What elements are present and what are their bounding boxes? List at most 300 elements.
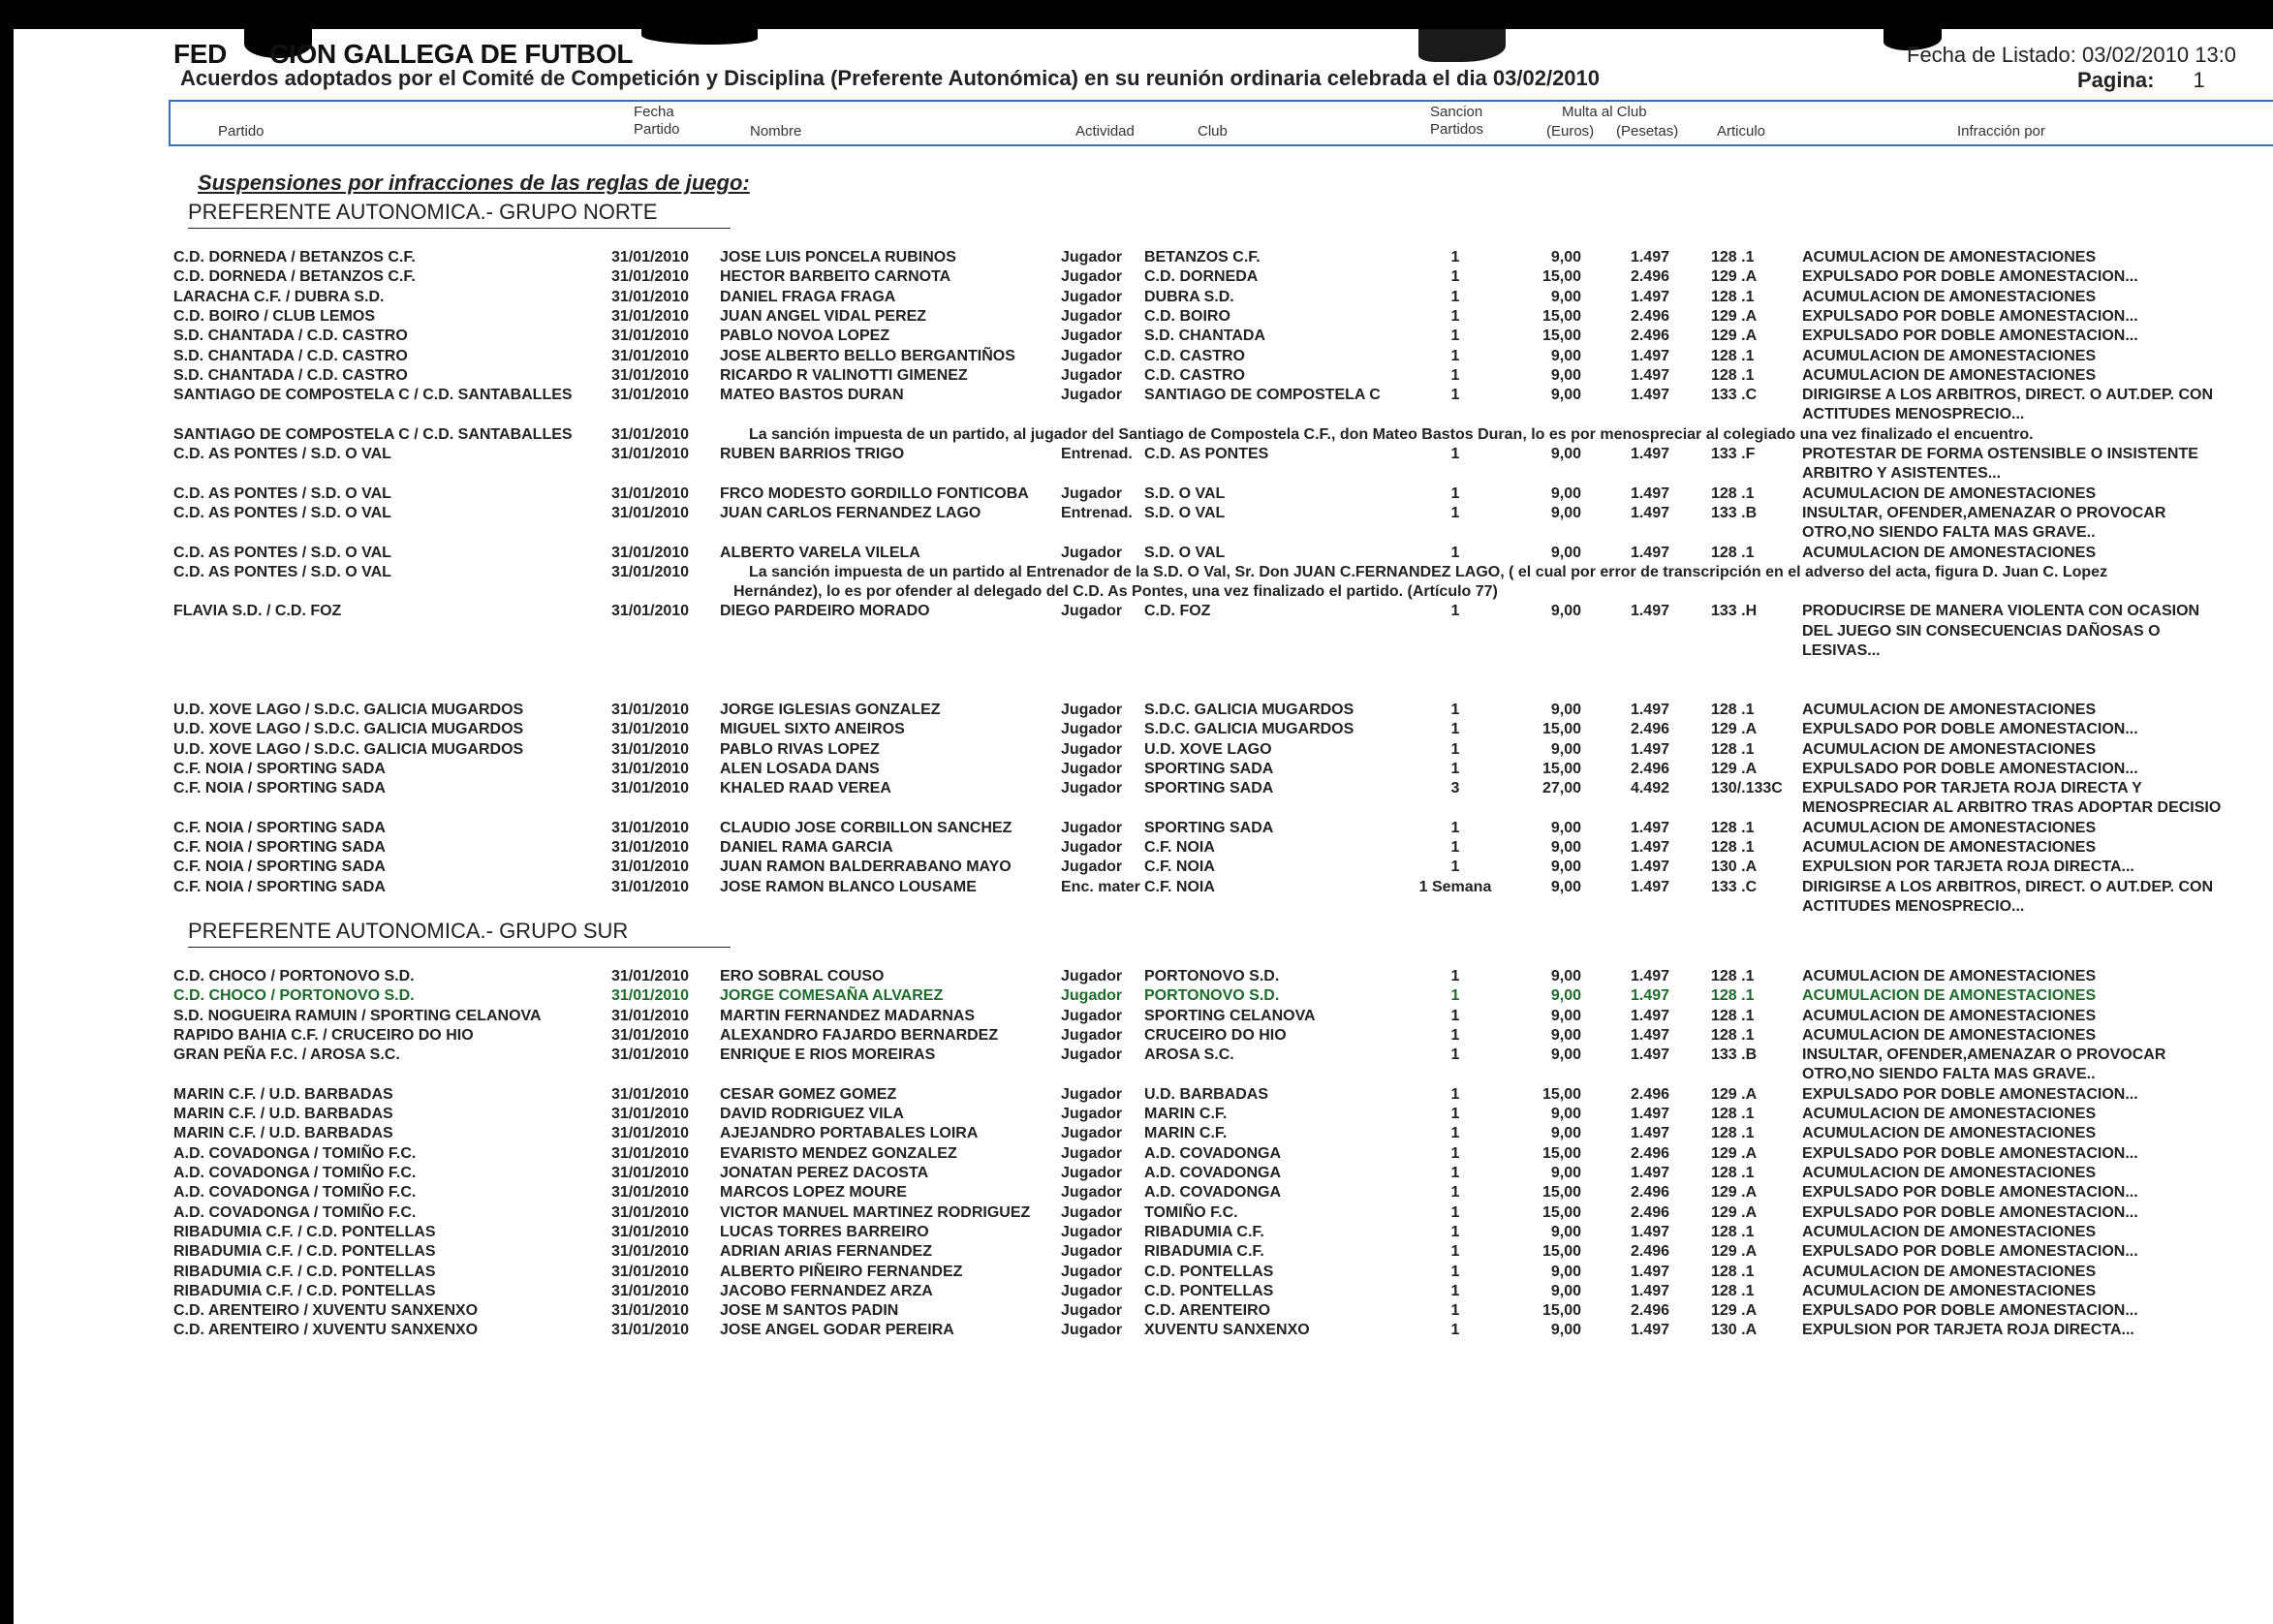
cell-partido: C.F. NOIA / SPORTING SADA	[173, 780, 386, 797]
group-title	[188, 200, 657, 225]
table-row	[14, 1144, 2273, 1164]
cell-articulo: 128 .1	[1711, 544, 1755, 561]
cell-actividad: Jugador	[1061, 328, 1123, 345]
cell-euros: 15,00	[1541, 721, 1581, 738]
cell-fecha: 31/01/2010	[611, 1026, 690, 1044]
table-row	[14, 1124, 2273, 1143]
cell-nombre: JORGE IGLESIAS GONZALEZ	[720, 701, 941, 718]
cell-partido: GRAN PEÑA F.C. / AROSA S.C.	[173, 1046, 400, 1064]
cell-club: C.F. NOIA	[1144, 878, 1215, 895]
title-right: CION GALLEGA DE FUTBOL	[269, 39, 634, 69]
cell-infraccion-line: ACUMULACION DE AMONESTACIONES	[1802, 1223, 2097, 1240]
cell-infraccion-line: INSULTAR, OFENDER,AMENAZAR O PROVOCAR	[1802, 504, 2166, 521]
cell-infraccion-line: ACUMULACION DE AMONESTACIONES	[1802, 1026, 2097, 1044]
cell-articulo: 129 .A	[1711, 721, 1758, 738]
cell-articulo: 128 .1	[1711, 701, 1755, 718]
cell-pesetas: 1.497	[1630, 701, 1669, 718]
cell-infraccion-line: ACUMULACION DE AMONESTACIONES	[1802, 484, 2097, 502]
cell-club: C.D. ARENTEIRO	[1144, 1302, 1271, 1320]
cell-club: AROSA S.C.	[1144, 1046, 1234, 1064]
cell-euros: 15,00	[1541, 1144, 1581, 1162]
cell-nombre: JORGE COMESAÑA ALVAREZ	[720, 987, 944, 1005]
cell-fecha: 31/01/2010	[611, 1282, 690, 1299]
cell-nombre: CESAR GOMEZ GOMEZ	[720, 1085, 897, 1103]
cell-partido: U.D. XOVE LAGO / S.D.C. GALICIA MUGARDOS	[173, 740, 524, 758]
cell-actividad: Jugador	[1061, 1243, 1123, 1261]
table-row	[14, 1105, 2273, 1124]
cell-pesetas: 1.497	[1630, 1106, 1669, 1123]
table-row	[14, 858, 2273, 877]
cell-euros: 9,00	[1550, 740, 1581, 758]
cell-partido: C.D. AS PONTES / S.D. O VAL	[173, 446, 391, 462]
cell-club: U.D. XOVE LAGO	[1144, 740, 1272, 758]
cell-infraccion-line: EXPULSADO POR DOBLE AMONESTACION...	[1802, 1085, 2138, 1103]
cell-nombre: JUAN ANGEL VIDAL PEREZ	[720, 307, 927, 325]
cell-partido: SANTIAGO DE COMPOSTELA C / C.D. SANTABALLES	[173, 387, 573, 404]
table-row	[14, 1321, 2273, 1340]
cell-actividad: Jugador	[1061, 701, 1123, 718]
cell-euros: 15,00	[1541, 760, 1581, 777]
cell-articulo: 129 .A	[1711, 760, 1758, 777]
cell-fecha: 31/01/2010	[611, 1085, 690, 1103]
table-row	[14, 967, 2273, 986]
cell-nombre: MIGUEL SIXTO ANEIROS	[720, 721, 905, 738]
cell-partido: MARIN C.F. / U.D. BARBADAS	[173, 1106, 393, 1123]
cell-pesetas: 1.497	[1630, 878, 1669, 895]
cell-articulo: 129 .A	[1711, 1144, 1758, 1162]
cell-pesetas: 1.497	[1630, 859, 1669, 876]
cell-infraccion-line: ACUMULACION DE AMONESTACIONES	[1802, 968, 2097, 984]
cell-infraccion-line: EXPULSADO POR DOBLE AMONESTACION...	[1802, 328, 2138, 345]
cell-pesetas: 1.497	[1630, 544, 1669, 561]
cell-pesetas: 2.496	[1630, 328, 1669, 345]
cell-partido: S.D. CHANTADA / C.D. CASTRO	[173, 347, 408, 364]
cell-infraccion-line: ACUMULACION DE AMONESTACIONES	[1802, 819, 2097, 836]
cell-pesetas: 1.497	[1630, 1263, 1669, 1280]
cell-sancion: 1	[1450, 1302, 1460, 1320]
table-row	[14, 1046, 2273, 1083]
cell-pesetas: 4.492	[1630, 780, 1669, 797]
cell-infraccion-line: ACUMULACION DE AMONESTACIONES	[1802, 544, 2097, 561]
cell-sancion: 1	[1450, 387, 1460, 404]
cell-partido: RIBADUMIA C.F. / C.D. PONTELLAS	[173, 1282, 436, 1299]
cell-club: C.F. NOIA	[1144, 839, 1215, 856]
scanned-page	[14, 29, 2273, 1624]
cell-nombre: JOSE M SANTOS PADIN	[720, 1302, 899, 1320]
cell-actividad: Jugador	[1061, 740, 1123, 758]
cell-actividad: Entrenad.	[1061, 446, 1133, 462]
cell-euros: 15,00	[1541, 328, 1581, 345]
cell-partido: U.D. XOVE LAGO / S.D.C. GALICIA MUGARDOS	[173, 701, 524, 718]
cell-club: C.D. PONTELLAS	[1144, 1263, 1274, 1280]
col-fecha-line1: Fecha	[634, 104, 674, 120]
cell-nombre: JACOBO FERNANDEZ ARZA	[720, 1282, 933, 1299]
table-row	[14, 327, 2273, 346]
cell-pesetas: 2.496	[1630, 307, 1669, 325]
cell-articulo: 128 .1	[1711, 1263, 1755, 1280]
cell-actividad: Jugador	[1061, 1184, 1123, 1202]
cell-sancion: 1	[1450, 1165, 1460, 1181]
cell-partido: C.F. NOIA / SPORTING SADA	[173, 859, 386, 876]
cell-pesetas: 2.496	[1630, 268, 1669, 286]
cell-nombre: JOSE ANGEL GODAR PEREIRA	[720, 1322, 954, 1339]
cell-partido: RIBADUMIA C.F. / C.D. PONTELLAS	[173, 1263, 436, 1280]
cell-pesetas: 2.496	[1630, 1144, 1669, 1162]
cell-actividad: Jugador	[1061, 1165, 1123, 1181]
note-line: Hernández), lo es por ofender al delegado del C.D. As Pontes, una vez finalizado el partido. (Artículo 77)	[733, 583, 1498, 601]
cell-actividad: Enc. mater	[1061, 878, 1140, 895]
table-row	[14, 740, 2273, 760]
cell-club: SPORTING SADA	[1144, 819, 1274, 836]
cell-nombre: ALEXANDRO FAJARDO BERNARDEZ	[720, 1026, 999, 1044]
cell-articulo: 128 .1	[1711, 987, 1755, 1005]
cell-infraccion-line: EXPULSADO POR DOBLE AMONESTACION...	[1802, 1302, 2138, 1320]
cell-nombre: DANIEL RAMA GARCIA	[720, 839, 893, 856]
cell-euros: 9,00	[1550, 819, 1581, 836]
cell-infraccion-line: ACUMULACION DE AMONESTACIONES	[1802, 1106, 2097, 1123]
cell-partido: MARIN C.F. / U.D. BARBADAS	[173, 1085, 393, 1103]
cell-partido: C.D. AS PONTES / S.D. O VAL	[173, 504, 391, 521]
col-sancion-line2: Partidos	[1430, 121, 1484, 138]
cell-nombre: RUBEN BARRIOS TRIGO	[720, 446, 905, 462]
cell-pesetas: 2.496	[1630, 1184, 1669, 1202]
cell-sancion: 1	[1450, 839, 1460, 856]
cell-euros: 15,00	[1541, 1302, 1581, 1320]
cell-pesetas: 1.497	[1630, 1026, 1669, 1044]
cell-club: U.D. BARBADAS	[1144, 1085, 1268, 1103]
cell-sancion: 1	[1450, 1085, 1460, 1103]
cell-actividad: Jugador	[1061, 819, 1123, 836]
cell-euros: 15,00	[1541, 1203, 1581, 1221]
cell-euros: 9,00	[1550, 544, 1581, 561]
cell-partido: S.D. CHANTADA / C.D. CASTRO	[173, 328, 408, 345]
cell-euros: 15,00	[1541, 268, 1581, 286]
cell-infraccion-line: DIRIGIRSE A LOS ARBITROS, DIRECT. O AUT.DEP. CON	[1802, 878, 2214, 895]
cell-sancion: 1	[1450, 987, 1460, 1005]
cell-club: SANTIAGO DE COMPOSTELA C	[1144, 387, 1381, 404]
listing-date: Fecha de Listado: 03/02/2010 13:0	[1907, 43, 2237, 67]
cell-fecha: 31/01/2010	[611, 1165, 690, 1181]
cell-actividad: Jugador	[1061, 1322, 1123, 1339]
table-row	[14, 1242, 2273, 1262]
cell-nombre: ADRIAN ARIAS FERNANDEZ	[720, 1243, 932, 1261]
cell-euros: 9,00	[1550, 878, 1581, 895]
cell-articulo: 129 .A	[1711, 268, 1758, 286]
cell-actividad: Jugador	[1061, 347, 1123, 364]
cell-actividad: Jugador	[1061, 603, 1123, 620]
cell-actividad: Jugador	[1061, 288, 1123, 305]
page-indicator	[2077, 68, 2205, 93]
cell-euros: 9,00	[1550, 968, 1581, 984]
page-number: 1	[2193, 68, 2205, 92]
cell-fecha: 31/01/2010	[611, 307, 690, 325]
cell-fecha: 31/01/2010	[611, 1007, 690, 1024]
cell-club: A.D. COVADONGA	[1144, 1165, 1282, 1181]
cell-sancion: 1	[1450, 859, 1460, 876]
cell-euros: 15,00	[1541, 307, 1581, 325]
section-title: Suspensiones por infracciones de las reglas de juego:	[198, 171, 750, 195]
cell-infraccion-line: ACTITUDES MENOSPRECIO...	[1802, 897, 2025, 915]
cell-euros: 9,00	[1550, 446, 1581, 462]
table-row	[14, 878, 2273, 915]
cell-fecha: 31/01/2010	[611, 987, 690, 1005]
table-row	[14, 720, 2273, 739]
cell-nombre: PABLO RIVAS LOPEZ	[720, 740, 880, 758]
cell-club: RIBADUMIA C.F.	[1144, 1243, 1264, 1261]
cell-fecha: 31/01/2010	[611, 780, 690, 797]
cell-fecha: 31/01/2010	[611, 504, 690, 521]
cell-club: TOMIÑO F.C.	[1144, 1203, 1238, 1221]
table-row	[14, 701, 2273, 720]
cell-club: DUBRA S.D.	[1144, 288, 1234, 305]
table-row	[14, 819, 2273, 838]
cell-euros: 9,00	[1550, 1046, 1581, 1064]
cell-actividad: Jugador	[1061, 760, 1123, 777]
cell-partido: C.D. AS PONTES / S.D. O VAL	[173, 563, 391, 580]
cell-fecha: 31/01/2010	[611, 366, 690, 384]
cell-club: C.D. BOIRO	[1144, 307, 1230, 325]
col-partido: Partido	[218, 123, 265, 140]
cell-partido: C.D. AS PONTES / S.D. O VAL	[173, 544, 391, 561]
cell-nombre: JUAN CARLOS FERNANDEZ LAGO	[720, 504, 981, 521]
cell-euros: 9,00	[1550, 603, 1581, 620]
col-articulo: Articulo	[1717, 123, 1766, 140]
cell-fecha: 31/01/2010	[611, 760, 690, 777]
cell-euros: 9,00	[1550, 1165, 1581, 1181]
title-left: FED	[173, 39, 228, 69]
cell-sancion: 1	[1450, 307, 1460, 325]
cell-sancion: 1	[1450, 268, 1460, 286]
page-label: Pagina:	[2077, 68, 2155, 92]
cell-actividad: Jugador	[1061, 1007, 1123, 1024]
cell-fecha: 31/01/2010	[611, 1263, 690, 1280]
cell-infraccion-line: EXPULSADO POR TARJETA ROJA DIRECTA Y	[1802, 780, 2142, 797]
cell-sancion: 1	[1450, 288, 1460, 305]
cell-sancion: 1	[1450, 740, 1460, 758]
cell-pesetas: 1.497	[1630, 1007, 1669, 1024]
cell-pesetas: 1.497	[1630, 968, 1669, 984]
cell-articulo: 133 .B	[1711, 504, 1758, 521]
cell-euros: 9,00	[1550, 504, 1581, 521]
col-infraccion: Infracción por	[1957, 123, 2045, 140]
cell-pesetas: 1.497	[1630, 1125, 1669, 1142]
cell-club: A.D. COVADONGA	[1144, 1144, 1282, 1162]
table-row	[14, 445, 2273, 483]
cell-fecha: 31/01/2010	[611, 1184, 690, 1202]
col-sancion	[1430, 104, 1483, 139]
cell-club: C.D. CASTRO	[1144, 347, 1245, 364]
table-row	[14, 1183, 2273, 1202]
cell-nombre: PABLO NOVOA LOPEZ	[720, 328, 890, 345]
cell-actividad: Jugador	[1061, 1085, 1123, 1103]
cell-sancion: 1	[1450, 484, 1460, 502]
cell-fecha: 31/01/2010	[611, 328, 690, 345]
cell-fecha: 31/01/2010	[611, 446, 690, 462]
cell-pesetas: 1.497	[1630, 504, 1669, 521]
column-header-box	[169, 100, 2273, 146]
cell-club: MARIN C.F.	[1144, 1125, 1228, 1142]
cell-nombre: CLAUDIO JOSE CORBILLON SANCHEZ	[720, 819, 1012, 836]
cell-sancion: 1	[1450, 1243, 1460, 1261]
table-row	[14, 347, 2273, 366]
cell-actividad: Jugador	[1061, 721, 1123, 738]
cell-actividad: Jugador	[1061, 1046, 1123, 1064]
cell-sancion: 1	[1450, 366, 1460, 384]
cell-euros: 9,00	[1550, 1007, 1581, 1024]
cell-infraccion-line: OTRO,NO SIENDO FALTA MAS GRAVE..	[1802, 524, 2096, 542]
cell-nombre: VICTOR MANUEL MARTINEZ RODRIGUEZ	[720, 1203, 1031, 1221]
cell-club: MARIN C.F.	[1144, 1106, 1228, 1123]
cell-partido: C.F. NOIA / SPORTING SADA	[173, 878, 386, 895]
cell-pesetas: 1.497	[1630, 740, 1669, 758]
cell-pesetas: 1.497	[1630, 1282, 1669, 1299]
cell-infraccion-line: LESIVAS...	[1802, 641, 1881, 659]
cell-nombre: ERO SOBRAL COUSO	[720, 968, 885, 984]
cell-nombre: MATEO BASTOS DURAN	[720, 387, 904, 404]
cell-partido: LARACHA C.F. / DUBRA S.D.	[173, 288, 385, 305]
cell-infraccion-line: OTRO,NO SIENDO FALTA MAS GRAVE..	[1802, 1066, 2096, 1083]
table-row	[14, 760, 2273, 779]
cell-articulo: 133 .F	[1711, 446, 1756, 462]
cell-sancion: 1	[1450, 1184, 1460, 1202]
cell-actividad: Jugador	[1061, 484, 1123, 502]
cell-pesetas: 2.496	[1630, 1203, 1669, 1221]
cell-actividad: Jugador	[1061, 1263, 1123, 1280]
cell-infraccion-line: ACUMULACION DE AMONESTACIONES	[1802, 347, 2097, 364]
cell-partido: RIBADUMIA C.F. / C.D. PONTELLAS	[173, 1223, 436, 1240]
table-row	[14, 366, 2273, 386]
col-club: Club	[1198, 123, 1228, 140]
cell-nombre: LUCAS TORRES BARREIRO	[720, 1223, 929, 1240]
cell-nombre: ALBERTO PIÑEIRO FERNANDEZ	[720, 1263, 963, 1280]
cell-pesetas: 1.497	[1630, 1046, 1669, 1064]
cell-articulo: 128 .1	[1711, 1282, 1755, 1299]
table-row	[14, 1007, 2273, 1026]
cell-fecha: 31/01/2010	[611, 1243, 690, 1261]
cell-partido: C.D. AS PONTES / S.D. O VAL	[173, 484, 391, 502]
cell-fecha: 31/01/2010	[611, 878, 690, 895]
cell-partido: A.D. COVADONGA / TOMIÑO F.C.	[173, 1184, 417, 1202]
cell-articulo: 128 .1	[1711, 1165, 1755, 1181]
cell-infraccion-line: EXPULSADO POR DOBLE AMONESTACION...	[1802, 268, 2138, 286]
cell-partido: A.D. COVADONGA / TOMIÑO F.C.	[173, 1203, 417, 1221]
cell-infraccion-line: EXPULSADO POR DOBLE AMONESTACION...	[1802, 1184, 2138, 1202]
cell-infraccion-line: ACUMULACION DE AMONESTACIONES	[1802, 1263, 2097, 1280]
cell-nombre: JUAN RAMON BALDERRABANO MAYO	[720, 859, 1012, 876]
cell-pesetas: 1.497	[1630, 1322, 1669, 1339]
cell-articulo: 133 .B	[1711, 1046, 1758, 1064]
cell-actividad: Jugador	[1061, 987, 1123, 1005]
cell-club: SPORTING CELANOVA	[1144, 1007, 1316, 1024]
cell-actividad: Jugador	[1061, 1125, 1123, 1142]
cell-partido: C.F. NOIA / SPORTING SADA	[173, 819, 386, 836]
cell-infraccion-line: ACTITUDES MENOSPRECIO...	[1802, 406, 2025, 423]
table-row	[14, 307, 2273, 327]
cell-partido: S.D. NOGUEIRA RAMUIN / SPORTING CELANOVA	[173, 1007, 542, 1024]
cell-partido: C.D. CHOCO / PORTONOVO S.D.	[173, 968, 415, 984]
cell-pesetas: 1.497	[1630, 288, 1669, 305]
cell-fecha: 31/01/2010	[611, 347, 690, 364]
cell-pesetas: 1.497	[1630, 366, 1669, 384]
cell-partido: A.D. COVADONGA / TOMIÑO F.C.	[173, 1165, 417, 1181]
cell-partido: C.F. NOIA / SPORTING SADA	[173, 839, 386, 856]
cell-nombre: EVARISTO MENDEZ GONZALEZ	[720, 1144, 957, 1162]
cell-actividad: Jugador	[1061, 366, 1123, 384]
cell-actividad: Jugador	[1061, 1144, 1123, 1162]
cell-club: C.D. FOZ	[1144, 603, 1211, 620]
cell-articulo: 133 .C	[1711, 878, 1758, 895]
cell-pesetas: 1.497	[1630, 249, 1669, 265]
cell-euros: 9,00	[1550, 987, 1581, 1005]
cell-infraccion-line: EXPULSADO POR DOBLE AMONESTACION...	[1802, 721, 2138, 738]
cell-articulo: 133 .C	[1711, 387, 1758, 404]
cell-nombre: HECTOR BARBEITO CARNOTA	[720, 268, 951, 286]
cell-actividad: Jugador	[1061, 307, 1123, 325]
cell-club: PORTONOVO S.D.	[1144, 987, 1280, 1005]
cell-sancion: 1	[1450, 1263, 1460, 1280]
cell-fecha: 31/01/2010	[611, 387, 690, 404]
table-row	[14, 248, 2273, 267]
cell-euros: 9,00	[1550, 1263, 1581, 1280]
cell-sancion: 1	[1450, 1223, 1460, 1240]
cell-infraccion-line: EXPULSADO POR DOBLE AMONESTACION...	[1802, 1144, 2138, 1162]
cell-euros: 15,00	[1541, 1085, 1581, 1103]
cell-euros: 9,00	[1550, 1223, 1581, 1240]
cell-euros: 9,00	[1550, 701, 1581, 718]
cell-actividad: Jugador	[1061, 1106, 1123, 1123]
cell-fecha: 31/01/2010	[611, 1125, 690, 1142]
cell-infraccion-line: ACUMULACION DE AMONESTACIONES	[1802, 366, 2097, 384]
cell-sancion: 1	[1450, 968, 1460, 984]
cell-partido: MARIN C.F. / U.D. BARBADAS	[173, 1125, 393, 1142]
cell-euros: 9,00	[1550, 1026, 1581, 1044]
cell-fecha: 31/01/2010	[611, 1223, 690, 1240]
table-row	[14, 779, 2273, 817]
cell-articulo: 128 .1	[1711, 1007, 1755, 1024]
cell-infraccion-line: MENOSPRECIAR AL ARBITRO TRAS ADOPTAR DECISIO	[1802, 799, 2222, 817]
table-row	[14, 1223, 2273, 1242]
cell-pesetas: 1.497	[1630, 1223, 1669, 1240]
table-row	[14, 484, 2273, 504]
table-row	[14, 544, 2273, 563]
cell-nombre: ALBERTO VARELA VILELA	[720, 544, 920, 561]
cell-partido: RAPIDO BAHIA C.F. / CRUCEIRO DO HIO	[173, 1026, 474, 1044]
cell-sancion: 1	[1450, 1106, 1460, 1123]
cell-infraccion-line: DEL JUEGO SIN CONSECUENCIAS DAÑOSAS O	[1802, 622, 2161, 640]
table-row	[14, 602, 2273, 659]
cell-articulo: 128 .1	[1711, 366, 1755, 384]
col-pesetas: (Pesetas)	[1616, 123, 1679, 140]
group-title-underline	[188, 228, 731, 229]
cell-fecha: 31/01/2010	[611, 603, 690, 620]
cell-pesetas: 2.496	[1630, 721, 1669, 738]
cell-euros: 9,00	[1550, 1282, 1581, 1299]
cell-club: S.D. O VAL	[1144, 504, 1226, 521]
table-row	[14, 1085, 2273, 1105]
cell-sancion: 1	[1450, 347, 1460, 364]
group-title-text: PREFERENTE AUTONOMICA.- GRUPO NORTE	[188, 200, 658, 224]
cell-fecha: 31/01/2010	[611, 268, 690, 286]
cell-fecha: 31/01/2010	[611, 740, 690, 758]
cell-partido: C.D. CHOCO / PORTONOVO S.D.	[173, 987, 415, 1005]
cell-partido: C.D. DORNEDA / BETANZOS C.F.	[173, 268, 416, 286]
cell-euros: 9,00	[1550, 387, 1581, 404]
cell-partido: U.D. XOVE LAGO / S.D.C. GALICIA MUGARDOS	[173, 721, 524, 738]
cell-infraccion-line: INSULTAR, OFENDER,AMENAZAR O PROVOCAR	[1802, 1046, 2166, 1064]
cell-articulo: 130/.133C	[1711, 780, 1783, 797]
table-row	[14, 425, 2273, 445]
cell-euros: 9,00	[1550, 347, 1581, 364]
